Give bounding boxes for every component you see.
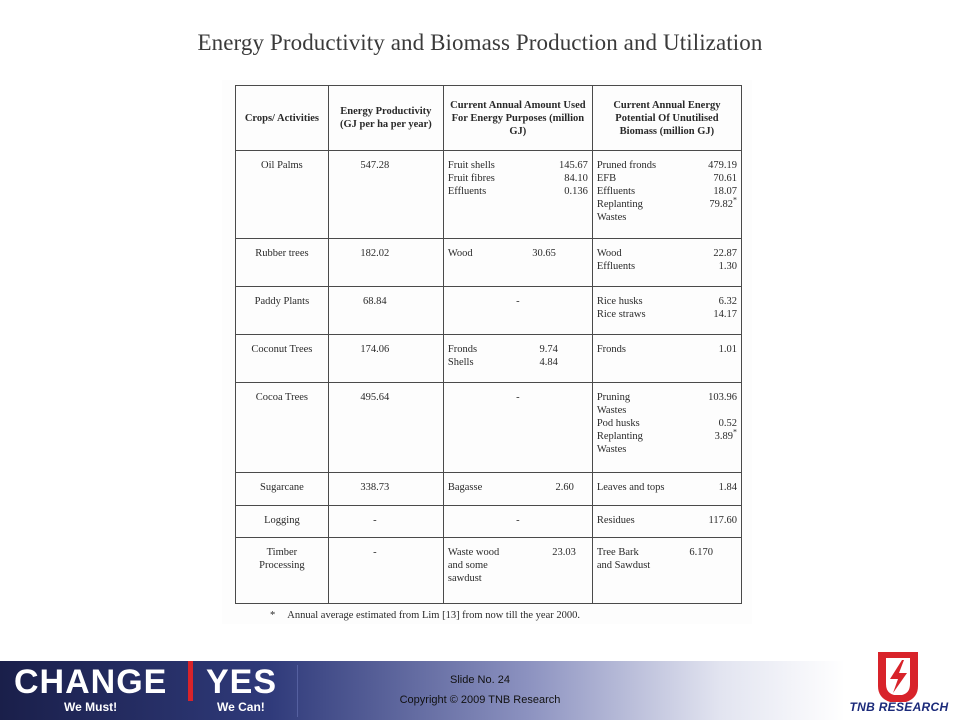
potential-item-name: and Sawdust: [596, 560, 651, 571]
potential-item-name: Wastes: [596, 444, 627, 455]
potential-item-value: 103.96: [708, 392, 737, 403]
header-current-used: Current Annual Amount Used For Energy Purposes (million GJ): [443, 86, 592, 151]
potential-item-name: Tree Bark: [596, 547, 639, 558]
potential-cell: [592, 151, 741, 239]
potential-cell: [592, 383, 741, 473]
used-item-value: 30.65: [532, 248, 556, 259]
change-wordmark: CHANGE: [14, 663, 168, 701]
potential-item-value: 117.60: [708, 515, 737, 526]
slide-number-text: Slide No. 24: [450, 674, 510, 686]
header-crops: Crops/ Activities: [236, 86, 329, 151]
potential-cell: [592, 335, 741, 383]
scanned-table-image: [222, 80, 752, 624]
copyright: [0, 694, 960, 706]
used-item-value: 2.60: [555, 482, 574, 493]
header-energy-productivity: Energy Productivity (GJ per ha per year): [328, 86, 443, 151]
potential-item-value: 14.17: [713, 309, 737, 320]
crop-name-line: Timber: [266, 547, 298, 558]
table-row: [236, 151, 742, 239]
slide-footer: [0, 661, 960, 720]
potential-item-value: 1.01: [718, 344, 737, 355]
productivity-value: -: [328, 506, 443, 538]
crop-name: Logging: [236, 506, 329, 538]
potential-item-value: 22.87: [713, 248, 737, 259]
used-item-name: Effluents: [447, 186, 487, 197]
copyright-text: Copyright © 2009 TNB Research: [399, 694, 561, 706]
table-row: [236, 287, 742, 335]
potential-item-value: 479.19: [708, 160, 737, 171]
we-must-tagline: We Must!: [64, 700, 118, 714]
productivity-value: 547.28: [328, 151, 443, 239]
used-item-value: 0.136: [564, 186, 588, 197]
potential-item-name: Rice straws: [596, 309, 646, 320]
potential-item-name: Wastes: [596, 212, 627, 223]
used-dash: -: [443, 383, 592, 473]
table-row: [236, 335, 742, 383]
potential-item-name: EFB: [596, 173, 617, 184]
used-cell: [443, 538, 592, 604]
used-item-name: Fruit fibres: [447, 173, 495, 184]
potential-item-name: Wastes: [596, 405, 627, 416]
used-dash: -: [443, 287, 592, 335]
slide-title: Energy Productivity and Biomass Production and Utilization: [197, 30, 763, 55]
header-unutilised-potential: Current Annual Energy Potential Of Unutilised Biomass (million GJ): [592, 86, 741, 151]
potential-item-value: 0.52: [718, 418, 737, 429]
potential-cell: [592, 239, 741, 287]
used-item-name: Shells: [447, 357, 474, 368]
asterisk-mark: *: [733, 427, 737, 437]
table-row: [236, 383, 742, 473]
potential-item-name: Replanting: [596, 431, 643, 442]
productivity-value: 68.84: [328, 287, 443, 335]
potential-item-value: 1.84: [718, 482, 737, 493]
potential-item-value: 70.61: [713, 173, 737, 184]
slide-number: [0, 674, 960, 686]
used-item-name: Fronds: [447, 344, 478, 355]
table-row: [236, 473, 742, 506]
potential-item-name: Wood: [596, 248, 622, 259]
table-row: [236, 239, 742, 287]
table-header-row: [236, 86, 742, 151]
asterisk-mark: *: [733, 195, 737, 205]
potential-item-value: 6.32: [718, 296, 737, 307]
used-item-name: Bagasse: [447, 482, 483, 493]
footer-divider: [297, 665, 298, 717]
potential-item-name: Residues: [596, 515, 635, 526]
productivity-value: -: [328, 538, 443, 604]
potential-item-value: 1.30: [718, 261, 737, 272]
potential-item-name: Pod husks: [596, 418, 640, 429]
crop-name: Rubber trees: [236, 239, 329, 287]
used-item-name: Wood: [447, 248, 473, 259]
potential-cell: [592, 506, 741, 538]
used-item-value: 145.67: [558, 160, 588, 171]
potential-item-value: 79.82: [709, 199, 733, 210]
biomass-table: [235, 85, 742, 604]
used-cell: [443, 151, 592, 239]
used-cell: [443, 335, 592, 383]
productivity-value: 174.06: [328, 335, 443, 383]
potential-item-name: Rice husks: [596, 296, 643, 307]
yes-wordmark: YES: [206, 663, 278, 701]
used-item-value: 84.10: [564, 173, 588, 184]
crop-name-line: Processing: [259, 560, 305, 571]
used-item-value: 4.84: [539, 357, 558, 368]
table-row: [236, 506, 742, 538]
used-item-name: sawdust: [447, 573, 482, 584]
used-cell: [443, 473, 592, 506]
potential-item-name: Leaves and tops: [596, 482, 665, 493]
potential-cell: [592, 473, 741, 506]
crop-name: Cocoa Trees: [236, 383, 329, 473]
used-dash: -: [443, 506, 592, 538]
crop-name: Sugarcane: [236, 473, 329, 506]
we-can-tagline: We Can!: [217, 700, 265, 714]
table-footnote: [270, 610, 580, 621]
crop-name: Oil Palms: [236, 151, 329, 239]
potential-item-name: Pruning: [596, 392, 631, 403]
potential-item-name: Effluents: [596, 186, 636, 197]
potential-cell: [592, 287, 741, 335]
crop-name: Paddy Plants: [236, 287, 329, 335]
potential-item-name: Pruned fronds: [596, 160, 657, 171]
crop-name: Coconut Trees: [236, 335, 329, 383]
potential-item-value: 18.07: [713, 186, 737, 197]
productivity-value: 182.02: [328, 239, 443, 287]
productivity-value: 338.73: [328, 473, 443, 506]
footnote-text: Annual average estimated from Lim [13] from now till the year 2000.: [287, 610, 580, 621]
potential-item-name: Replanting: [596, 199, 643, 210]
table-row: [236, 538, 742, 604]
used-cell: [443, 239, 592, 287]
tnb-research-logo-text: TNB RESEARCH: [849, 700, 949, 714]
potential-item-value: 6.170: [689, 547, 713, 558]
productivity-value: 495.64: [328, 383, 443, 473]
potential-item-value: 3.89: [714, 431, 733, 442]
used-item-value: 23.03: [552, 547, 576, 558]
used-item-value: 9.74: [539, 344, 558, 355]
used-item-name: and some: [447, 560, 488, 571]
potential-cell: [592, 538, 741, 604]
used-item-name: Waste wood: [447, 547, 500, 558]
used-item-name: Fruit shells: [447, 160, 495, 171]
footnote-asterisk: *: [270, 610, 276, 621]
crop-name: [236, 538, 329, 604]
potential-item-name: Fronds: [596, 344, 627, 355]
potential-item-name: Effluents: [596, 261, 636, 272]
